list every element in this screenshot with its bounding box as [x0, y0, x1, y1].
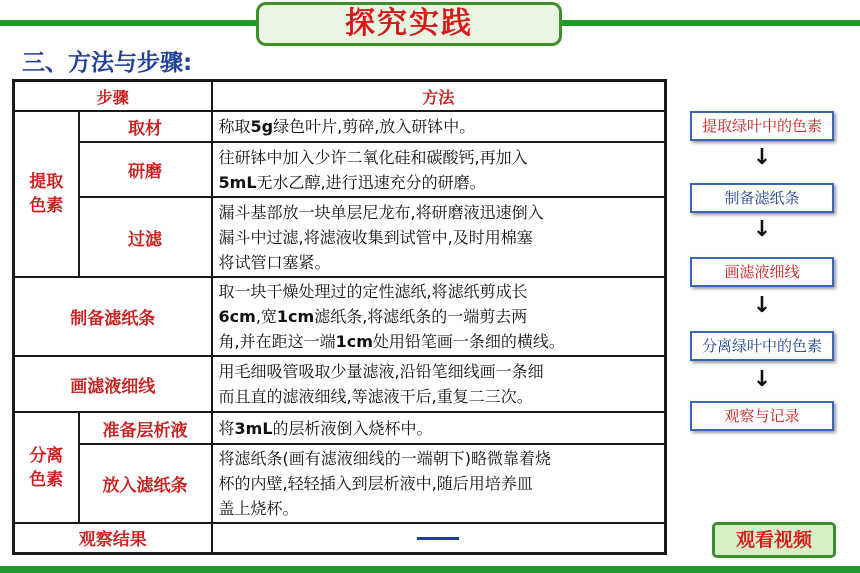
page-banner: 探究实践: [256, 2, 562, 46]
step-label-huaxian: 画滤液细线: [14, 356, 212, 412]
step-label-quqai: 取材: [79, 111, 212, 142]
step-label-yanmo: 研磨: [79, 142, 212, 197]
method-guolv: 漏斗基部放一块单层尼龙布,将研磨液迅速倒入 漏斗中过滤,将滤液收集到试管中,及时用棉塞 将试管口塞紧。: [212, 197, 666, 277]
flow-arrow-3: ↓: [752, 293, 772, 318]
flow-step-extract: 提取绿叶中的色素: [690, 111, 834, 141]
group-extract-line1: 提取: [29, 172, 64, 192]
group-separate-line2: 色素: [29, 469, 64, 490]
group-separate-pigment: [14, 412, 79, 523]
flow-step-observe: 观察与记录: [690, 401, 834, 431]
flow-step-draw-line: 画滤液细线: [690, 257, 834, 287]
bottom-green-line: [0, 566, 860, 573]
group-separate-line1: 分离: [29, 445, 64, 466]
group-extract-line2: 色素: [29, 196, 64, 216]
method-quqai: 称取5g绿色叶片,剪碎,放入研钵中。: [212, 111, 666, 142]
method-cengxi: 将3mL的层析液倒入烧杯中。: [212, 412, 666, 444]
step-label-guolv: 过滤: [79, 197, 212, 277]
method-guancha: [212, 523, 666, 553]
flow-arrow-1: ↓: [752, 145, 772, 170]
header-step: 步骤: [14, 81, 212, 112]
flow-step-filter-paper: 制备滤纸条: [690, 183, 834, 213]
watch-video-button[interactable]: 观看视频: [712, 522, 836, 558]
method-fangru: 将滤纸条(画有滤液细线的一端朝下)略微靠着烧 杯的内壁,轻轻插入到层析液中,随后用培养皿 盖上烧杯。: [212, 444, 666, 523]
flow-step-separate: 分离绿叶中的色素: [690, 331, 834, 361]
blank-dash: [417, 537, 459, 540]
step-label-fangru: 放入滤纸条: [79, 444, 212, 523]
step-label-zhibei: 制备滤纸条: [14, 277, 212, 356]
step-label-guancha: 观察结果: [14, 523, 212, 553]
method-zhibei: 取一块干燥处理过的定性滤纸,将滤纸剪成长 6cm,宽1cm滤纸条,将滤纸条的一端剪去两 角,并在距这一端1cm处用铅笔画一条细的横线。: [212, 277, 666, 356]
step-label-cengxi: 准备层析液: [79, 412, 212, 444]
flow-arrow-2: ↓: [752, 217, 772, 242]
flow-arrow-4: ↓: [752, 367, 772, 392]
method-table: [12, 79, 667, 555]
method-huaxian: 用毛细吸管吸取少量滤液,沿铅笔细线画一条细 而且直的滤液细线,等滤液干后,重复二三次。: [212, 356, 666, 412]
section-title: 三、方法与步骤:: [22, 50, 193, 76]
header-method: 方法: [212, 81, 666, 112]
method-yanmo: 往研钵中加入少许二氧化硅和碳酸钙,再加入 5mL无水乙醇,进行迅速充分的研磨。: [212, 142, 666, 197]
group-extract-pigment: [14, 111, 79, 277]
